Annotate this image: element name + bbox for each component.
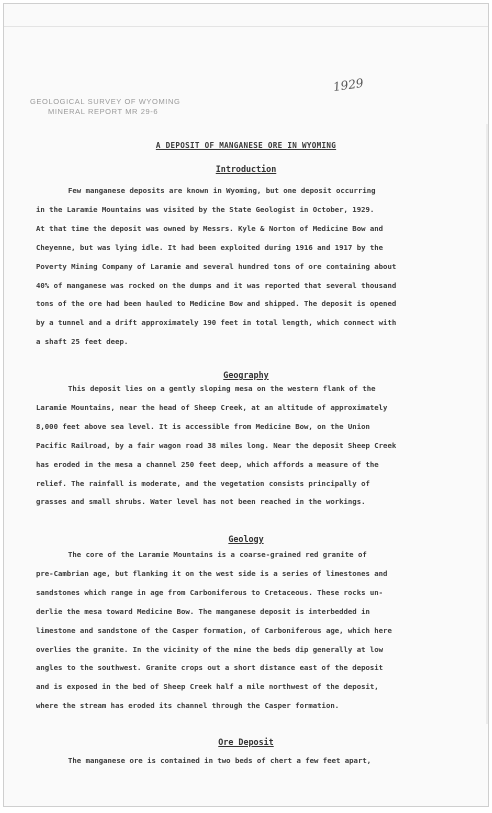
text-line: Few manganese deposits are known in Wyoming, but one deposit occurring [68,186,376,195]
text-line: by a tunnel and a drift approximately 190 feet in total length, which connect with [36,318,397,328]
text-line: The core of the Laramie Mountains is a coarse-grained red granite of [68,550,367,559]
heading-geology: Geology [228,534,264,544]
heading-geography: Geography [223,370,269,380]
text-line: derlie the mesa toward Medicine Bow. The manganese deposit is interbedded in [36,606,370,616]
scan-edge-line [4,26,488,27]
stamp-line-1: GEOLOGICAL SURVEY OF WYOMING [30,97,181,106]
text-line: and is exposed in the bed of Sheep Creek half a mile northwest of the deposit, [36,682,379,692]
stamp-line-2: MINERAL REPORT MR 29-6 [48,107,159,116]
text-line: Poverty Mining Company of Laramie and several hundred tons of ore containing about [36,261,397,271]
text-line: This deposit lies on a gently sloping mesa on the western flank of the [68,384,376,393]
text-line: in the Laramie Mountains was visited by the State Geologist in October, 1929. [36,204,375,214]
paragraph-geography [36,380,456,512]
text-line: At that time the deposit was owned by Messrs. Kyle & Norton of Medicine Bow and [36,223,384,233]
text-line: where the stream has eroded its channel through the Casper formation. [36,701,340,711]
text-line: 40% of manganese was rocked on the dumps and it was reported that several thousand [36,280,397,290]
survey-stamp [30,97,180,117]
text-line: Laramie Mountains, near the head of Sheep Creek, at an altitude of approximately [36,402,388,412]
paragraph-geology [36,546,456,716]
text-line: Pacific Railroad, by a fair wagon road 38 miles long. Near the deposit Sheep Creek [36,440,397,450]
text-line: relief. The rainfall is moderate, and the vegetation consists principally of [36,478,370,488]
text-line: 8,000 feet above sea level. It is accessible from Medicine Bow, on the Union [36,421,370,431]
document-title: A DEPOSIT OF MANGANESE ORE IN WYOMING [155,141,337,150]
text-line: grasses and small shrubs. Water level has not been reached in the workings. [36,497,366,507]
heading-introduction: Introduction [215,164,277,174]
text-line: has eroded in the mesa a channel 250 feet deep, which affords a measure of the [36,459,379,469]
text-line: limestone and sandstone of the Casper formation, of Carboniferous age, which here [36,625,392,635]
text-line: a shaft 25 feet deep. [36,337,129,347]
text-line: tons of the ore had been hauled to Medicine Bow and shipped. The deposit is opened [36,299,397,309]
heading-ore-deposit: Ore Deposit [218,737,274,747]
paragraph-introduction [36,182,456,352]
text-line: Cheyenne, but was lying idle. It had been exploited during 1916 and 1917 by the [36,242,384,252]
text-line: sandstones which range in age from Carboniferous to Cretaceous. These rocks un- [36,587,384,597]
text-line: angles to the southwest. Granite crops out a short distance east of the deposit [36,663,384,673]
text-line: pre-Cambrian age, but flanking it on the west side is a series of limestones and [36,568,388,578]
paragraph-ore-deposit [36,752,456,771]
text-line: The manganese ore is contained in two beds of chert a few feet apart, [68,756,372,765]
handwritten-year: 1929 [332,75,365,95]
scan-shadow [486,124,488,724]
text-line: overlies the granite. In the vicinity of the mine the beds dip generally at low [36,644,384,654]
document-page [3,3,489,807]
